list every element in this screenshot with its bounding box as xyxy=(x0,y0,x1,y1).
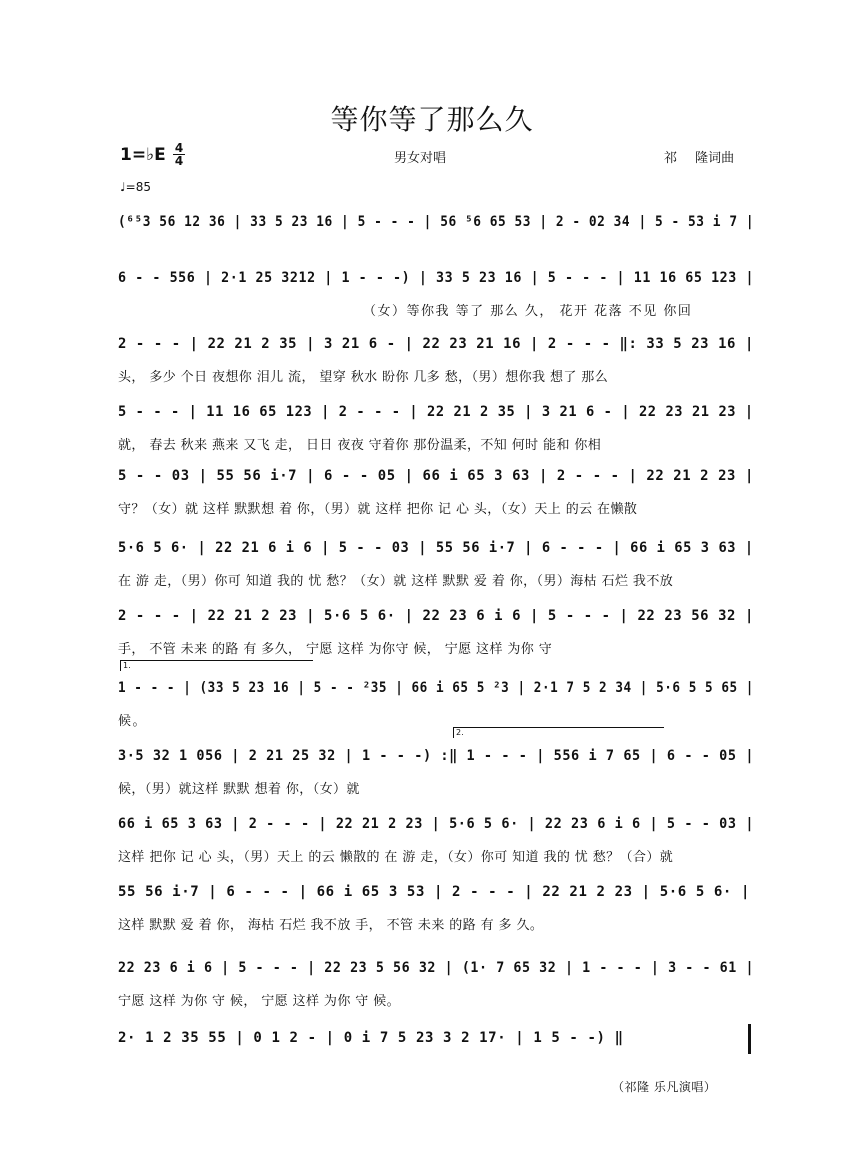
lyric-line: 守？（女）就 这样 默默想 着 你，（男）就 这样 把你 记 心 头，（女）天上 的云 在懒散 xyxy=(118,502,638,517)
volta-bracket-2: 2. xyxy=(453,727,664,738)
score-system-12 xyxy=(118,960,754,1030)
score-system-11 xyxy=(118,884,754,954)
lyric-line: 候。 xyxy=(118,714,148,729)
notation-line: 6 - - 556 | 2·1 25 3212 | 1 - - -) | 33 5 23 16 | 5 - - - | 11 16 65 123 | xyxy=(118,270,755,286)
score-system-2 xyxy=(118,270,754,340)
score-system-10 xyxy=(118,816,754,886)
time-signature-bottom: 4 xyxy=(174,154,184,168)
song-title: 等你等了那么久 xyxy=(330,103,534,136)
lyric-line: 这样 把你 记 心 头，（男）天上 的云 懒散的 在 游 走，（女）你可 知道 我的 忧 愁？（合）就 xyxy=(118,850,674,865)
lyric-line: 宁愿 这样 为你 守 候， 宁愿 这样 为你 守 候。 xyxy=(118,994,400,1009)
lyric-line: 手， 不管 未来 的路 有 多久， 宁愿 这样 为你守 候， 宁愿 这样 为你 守 xyxy=(118,642,553,657)
final-barline xyxy=(748,1024,751,1054)
notation-line: (⁶⁵3 56 12 36 | 33 5 23 16 | 5 - - - | 56 ⁵6 65 53 | 2 - 02 34 | 5 - 53 i 7 | xyxy=(118,214,755,230)
score-system-5 xyxy=(118,468,754,538)
lyric-line: 候，（男）就这样 默默 想着 你，（女）就 xyxy=(118,782,360,797)
score-system-3 xyxy=(118,336,754,406)
lyric-line: 头， 多少 个日 夜想你 泪儿 流， 望穿 秋水 盼你 几多 愁，（男）想你我 想了 那么 xyxy=(118,370,609,385)
score-system-8 xyxy=(118,680,754,750)
time-signature-top: 4 xyxy=(174,141,184,155)
author-credit: 祁 隆词曲 xyxy=(664,151,735,166)
performer-credit: （祁隆 乐凡演唱） xyxy=(612,1080,717,1094)
volta-bracket-1: 1. xyxy=(120,660,313,671)
score-system-6 xyxy=(118,540,754,610)
notation-line: 3·5 32 1 056 | 2 21 25 32 | 1 - - -) :‖ 1 - - - | 556 i 7 65 | 6 - - 05 | xyxy=(118,748,755,764)
notation-line: 2 - - - | 22 21 2 23 | 5·6 5 6· | 22 23 6 i 6 | 5 - - - | 22 23 56 32 | xyxy=(118,608,754,624)
notation-line: 1 - - - | (33 5 23 16 | 5 - - ²35 | 66 i 65 5 ²3 | 2·1 7 5 2 34 | 5·6 5 5 65 | xyxy=(118,680,754,696)
notation-line: 2 - - - | 22 21 2 35 | 3 21 6 - | 22 23 21 16 | 2 - - - ‖: 33 5 23 16 | xyxy=(118,336,754,352)
notation-line: 5·6 5 6· | 22 21 6 i 6 | 5 - - 03 | 55 56 i·7 | 6 - - - | 66 i 65 3 63 | xyxy=(118,540,754,556)
notation-line: 66 i 65 3 63 | 2 - - - | 22 21 2 23 | 5·6 5 6· | 22 23 6 i 6 | 5 - - 03 | xyxy=(118,816,755,832)
performance-type: 男女对唱 xyxy=(393,151,446,166)
lyric-line: （女）等你我 等了 那么 久， 花开 花落 不见 你回 xyxy=(363,304,693,319)
lyric-line: 就， 春去 秋来 燕来 又飞 走， 日日 夜夜 守着你 那份温柔，不知 何时 能和 你相 xyxy=(118,438,602,453)
key-signature: 1=♭E xyxy=(120,145,166,165)
notation-line: 55 56 i·7 | 6 - - - | 66 i 65 3 53 | 2 - - - | 22 21 2 23 | 5·6 5 6· | xyxy=(118,884,751,900)
notation-line: 5 - - - | 11 16 65 123 | 2 - - - | 22 21 2 35 | 3 21 6 - | 22 23 21 23 | xyxy=(118,404,754,420)
score-system-9 xyxy=(118,748,754,818)
tempo-marking: ♩=85 xyxy=(120,180,151,194)
notation-line: 2· 1 2 35 55 | 0 1 2 - | 0 i 7 5 23 3 2 17· | 1 5 - -) ‖ xyxy=(118,1030,624,1046)
score-system-4 xyxy=(118,404,754,474)
notation-line: 22 23 6 i 6 | 5 - - - | 22 23 5 56 32 | (1· 7 65 32 | 1 - - - | 3 - - 61 | xyxy=(118,960,755,976)
notation-line: 5 - - 03 | 55 56 i·7 | 6 - - 05 | 66 i 65 3 63 | 2 - - - | 22 21 2 23 | xyxy=(118,468,754,484)
lyric-line: 这样 默默 爱 着 你， 海枯 石烂 我不放 手， 不管 未来 的路 有 多 久。 xyxy=(118,918,544,933)
lyric-line: 在 游 走，（男）你可 知道 我的 忧 愁？（女）就 这样 默默 爱 着 你，（男）海枯 石烂 我不放 xyxy=(118,574,674,589)
time-signature xyxy=(172,142,186,167)
